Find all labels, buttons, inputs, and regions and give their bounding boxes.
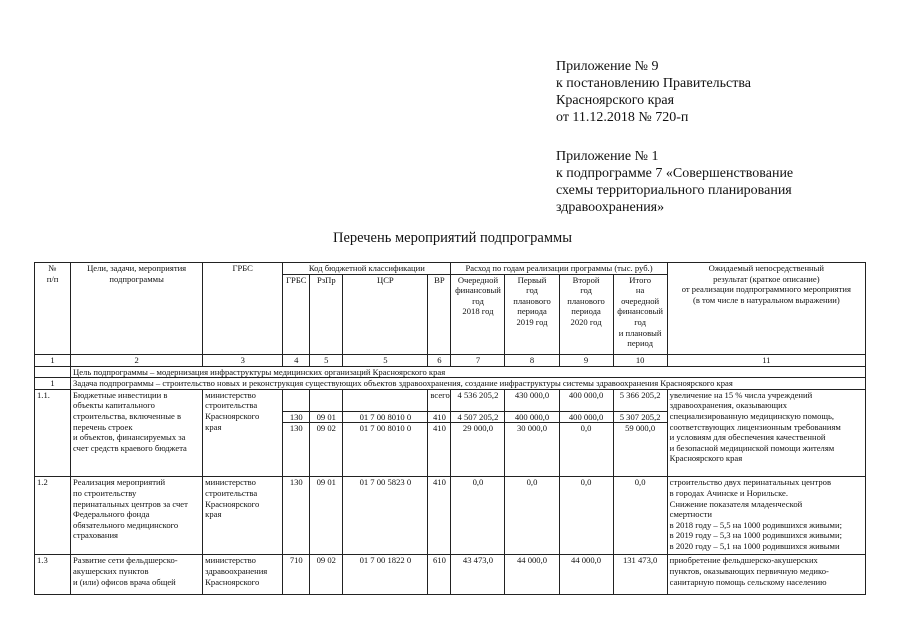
appendix-1-header: [556, 148, 793, 216]
item-1-3-grbs: министерство здравоохранения Красноярского: [203, 555, 283, 595]
item-1-1-r1-grbs: 130: [283, 411, 310, 423]
col-number: 3: [203, 354, 283, 366]
item-1-1-r2-2020: 0,0: [559, 423, 613, 477]
item-1-1-r2-total: 59 000,0: [613, 423, 667, 477]
item-1-3-total: 131 473,0: [613, 555, 667, 595]
col-number: 9: [559, 354, 613, 366]
col-number: 7: [451, 354, 505, 366]
col-number: 6: [428, 354, 451, 366]
header-expense: Расход по годам реализации программы (тыс. руб.): [451, 263, 667, 275]
item-1-3-rzpr: 09 02: [310, 555, 343, 595]
item-1-1-result: увеличение на 15 % числа учреждений здравоохранения, оказывающих специализированную медицинскую помощь, соответствующих лицензионным требованиям и условиям для обеспечения качественной и безопасной медицинской помощи жителям Красноярского края: [667, 389, 865, 477]
appendix-9-line-1: Приложение № 9: [556, 59, 659, 74]
appendix-1-line-4: здравоохранения»: [556, 200, 665, 215]
item-1-3-num: 1.3: [35, 555, 71, 595]
item-1-3-2018: 43 473,0: [451, 555, 505, 595]
item-1-1-grbs: министерство строительства Красноярского края: [203, 389, 283, 477]
item-1-1-r2-rzpr: 09 02: [310, 423, 343, 477]
item-1-2-2018: 0,0: [451, 477, 505, 555]
item-1-2-2020: 0,0: [559, 477, 613, 555]
col-number: 10: [613, 354, 667, 366]
header-goals: Цели, задачи, мероприятия подпрограммы: [71, 263, 203, 355]
item-1-2-grbs-code: 130: [283, 477, 310, 555]
item-1-2-2019: 0,0: [505, 477, 559, 555]
header-sub-csr: ЦСР: [343, 274, 428, 354]
item-1-2-num: 1.2: [35, 477, 71, 555]
col-number: 1: [35, 354, 71, 366]
item-1-3-vr: 610: [428, 555, 451, 595]
appendix-9-line-2: к постановлению Правительства: [556, 76, 752, 91]
item-1-1-name: Бюджетные инвестиции в объекты капитального строительства, включенные в перечень строек и объектов, финансируемых за счет средств краевого бюджета: [71, 389, 203, 477]
item-1-2-vr: 410: [428, 477, 451, 555]
header-sub-rzpr: РзПр: [310, 274, 343, 354]
item-1-3-2020: 44 000,0: [559, 555, 613, 595]
item-1-3-name: Развитие сети фельдшерско- акушерских пунктов и (или) офисов врача общей: [71, 555, 203, 595]
item-1-1-r1-csr: 01 7 00 8010 0: [343, 411, 428, 423]
appendix-1-line-1: Приложение № 1: [556, 149, 659, 164]
item-1-1-r0-2019: 430 000,0: [505, 389, 559, 411]
item-1-3-2019: 44 000,0: [505, 555, 559, 595]
col-number: 4: [283, 354, 310, 366]
col-number: 5: [343, 354, 428, 366]
goal-row: [35, 366, 866, 378]
header-sub-vr: ВР: [428, 274, 451, 354]
goal-row-num: [35, 366, 71, 378]
item-1-1-r0-grbs: [283, 389, 310, 411]
item-1-1-r2-2018: 29 000,0: [451, 423, 505, 477]
item-1-2-name: Реализация мероприятий по строительству перинатальных центров за счет Федерального фонда обязательного медицинского страхования: [71, 477, 203, 555]
item-1-1-r1-2019: 400 000,0: [505, 411, 559, 423]
appendix-9-header: [556, 58, 751, 126]
item-1-1-r0-vr: всего: [428, 389, 451, 411]
appendix-9-line-3: Красноярского края: [556, 93, 675, 108]
item-1-1-r2-csr: 01 7 00 8010 0: [343, 423, 428, 477]
header-sub-grbs: ГРБС: [283, 274, 310, 354]
item-1-1-r2-grbs: 130: [283, 423, 310, 477]
item-1-1-r0-rzpr: [310, 389, 343, 411]
task-row: [35, 378, 866, 390]
header-result: Ожидаемый непосредственный результат (краткое описание) от реализации подпрограммного мероприятия (в том числе в натуральном выражении): [667, 263, 865, 355]
appendix-1-line-2: к подпрограмме 7 «Совершенствование: [556, 166, 794, 181]
item-1-2-total: 0,0: [613, 477, 667, 555]
item-1-1-r2-2019: 30 000,0: [505, 423, 559, 477]
column-number-row: [35, 354, 866, 366]
document-title: Перечень мероприятий подпрограммы: [333, 230, 572, 246]
header-sub-total: Итого на очередной финансовый год и плановый период: [613, 274, 667, 354]
item-1-3-csr: 01 7 00 1822 0: [343, 555, 428, 595]
appendix-9-line-4: от 11.12.2018 № 720-п: [556, 110, 689, 125]
item-1-2-result: строительство двух перинатальных центров в городах Ачинске и Норильске. Снижение показателя младенческой смертности в 2018 году – 5,5 на 1000 родившихся живыми; в 2019 году – 5,3 на 1000 родившихся живыми; в 2020 году – 5,1 на 1000 родившихся живыми: [667, 477, 865, 555]
item-1-1-r1-total: 5 307 205,2: [613, 411, 667, 423]
header-sub-2019: Первый год планового периода 2019 год: [505, 274, 559, 354]
goal-row-text: Цель подпрограммы – модернизация инфраструктуры медицинских организаций Красноярского края: [71, 366, 866, 378]
item-1-1-r1-2020: 400 000,0: [559, 411, 613, 423]
col-number: 2: [71, 354, 203, 366]
header-grbs: ГРБС: [203, 263, 283, 355]
item-1-1-r0-csr: [343, 389, 428, 411]
header-sub-2018: Очередной финансовый год 2018 год: [451, 274, 505, 354]
header-sub-2020: Второй год планового периода 2020 год: [559, 274, 613, 354]
item-1-2-rzpr: 09 01: [310, 477, 343, 555]
activities-table: [34, 262, 866, 595]
header-num: № п/п: [35, 263, 71, 355]
task-row-text: Задача подпрограммы – строительство новых и реконструкция существующих объектов здравоохранения, создание инфраструктуры системы здравоохранения Красноярского края: [71, 378, 866, 390]
header-budget-code: Код бюджетной классификации: [283, 263, 451, 275]
item-1-1-r0-total: 5 366 205,2: [613, 389, 667, 411]
item-1-3-grbs-code: 710: [283, 555, 310, 595]
col-number: 5: [310, 354, 343, 366]
item-1-1-r1-vr: 410: [428, 411, 451, 423]
item-1-1-r1-rzpr: 09 01: [310, 411, 343, 423]
item-1-2-csr: 01 7 00 5823 0: [343, 477, 428, 555]
item-1-1-num: 1.1.: [35, 389, 71, 477]
appendix-1-line-3: схемы территориального планирования: [556, 183, 792, 198]
item-1-3-result: приобретение фельдшерско-акушерских пунктов, оказывающих первичную медико- санитарную помощь сельскому населению: [667, 555, 865, 595]
task-row-num: 1: [35, 378, 71, 390]
col-number: 11: [667, 354, 865, 366]
col-number: 8: [505, 354, 559, 366]
item-1-1-r2-vr: 410: [428, 423, 451, 477]
item-1-1-r1-2018: 4 507 205,2: [451, 411, 505, 423]
item-1-1-r0-2020: 400 000,0: [559, 389, 613, 411]
item-1-2-grbs: министерство строительства Красноярского края: [203, 477, 283, 555]
item-1-1-r0-2018: 4 536 205,2: [451, 389, 505, 411]
